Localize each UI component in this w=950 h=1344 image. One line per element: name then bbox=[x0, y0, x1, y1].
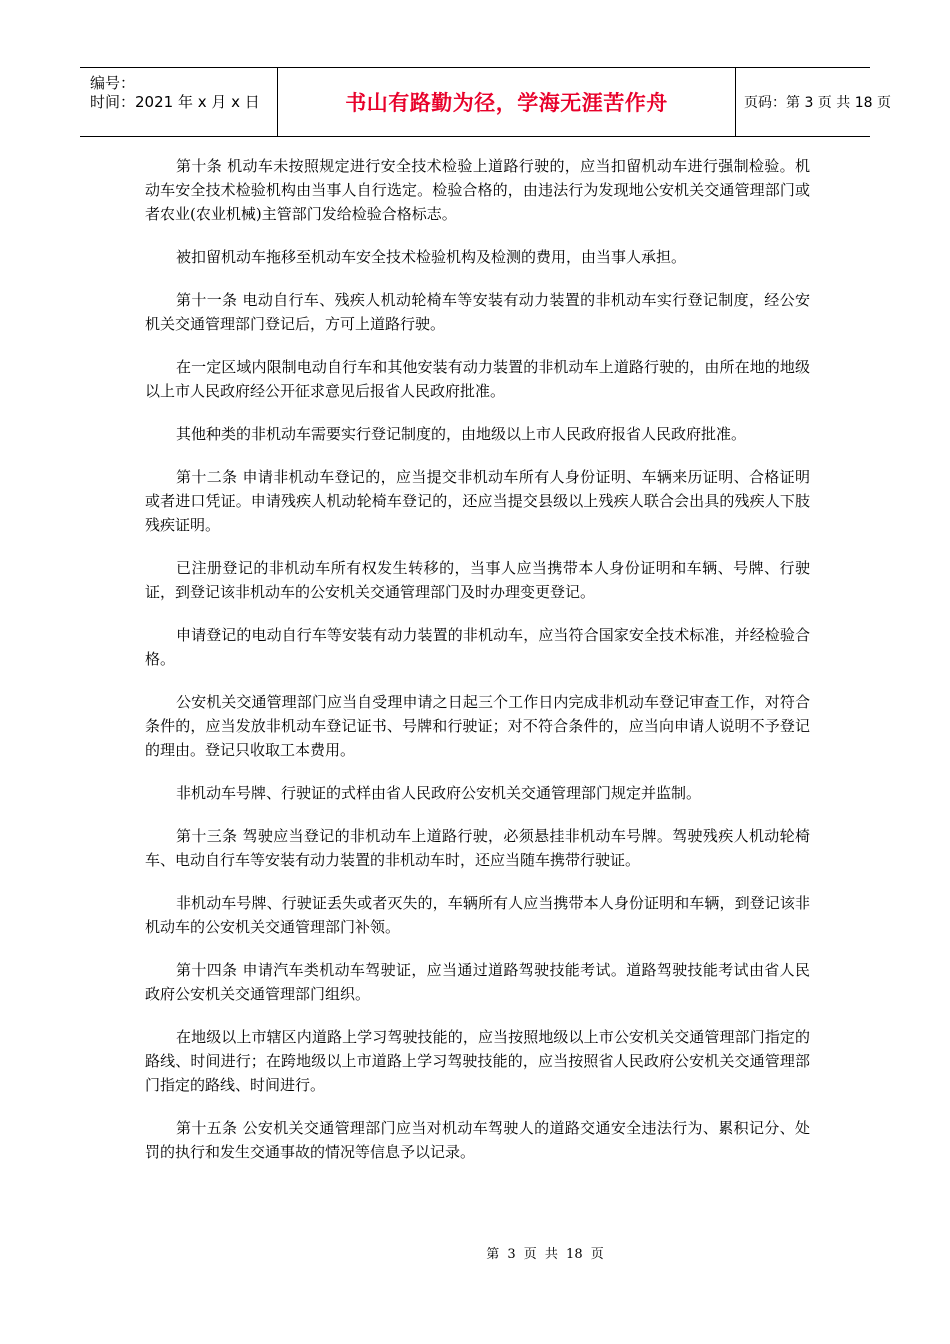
document-date: 时间：2021 年 x 月 x 日 bbox=[90, 93, 260, 111]
paragraph: 第十三条 驾驶应当登记的非机动车上道路行驶，必须悬挂非机动车号牌。驾驶残疾人机动轮椅车、电动自行车等安装有动力装置的非机动车时，还应当随车携带行驶证。 bbox=[145, 827, 810, 869]
paragraph: 其他种类的非机动车需要实行登记制度的，由地级以上市人民政府报省人民政府批准。 bbox=[176, 425, 747, 443]
paragraph: 第十二条 申请非机动车登记的，应当提交非机动车所有人身份证明、车辆来历证明、合格证明或者进口凭证。申请残疾人机动轮椅车登记的，还应当提交县级以上残疾人联合会出具的残疾人下肢残疾证明。 bbox=[145, 468, 810, 534]
paragraph: 非机动车号牌、行驶证的式样由省人民政府公安机关交通管理部门规定并监制。 bbox=[176, 784, 702, 802]
paragraph: 申请登记的电动自行车等安装有动力装置的非机动车，应当符合国家安全技术标准，并经检验合格。 bbox=[145, 626, 810, 668]
paragraph: 第十四条 申请汽车类机动车驾驶证，应当通过道路驾驶技能考试。道路驾驶技能考试由省人民政府公安机关交通管理部门组织。 bbox=[145, 961, 810, 1003]
paragraph: 被扣留机动车拖移至机动车安全技术检验机构及检测的费用，由当事人承担。 bbox=[176, 248, 687, 266]
header-motto: 书山有路勤为径，学海无涯苦作舟 bbox=[278, 68, 736, 136]
document-body bbox=[145, 154, 810, 1183]
paragraph: 公安机关交通管理部门应当自受理申请之日起三个工作日内完成非机动车登记审查工作，对符合条件的，应当发放非机动车登记证书、号牌和行驶证；对不符合条件的，应当向申请人说明不予登记的理由。登记只收取工本费用。 bbox=[145, 693, 810, 759]
paragraph: 在一定区域内限制电动自行车和其他安装有动力装置的非机动车上道路行驶的，由所在地的地级以上市人民政府经公开征求意见后报省人民政府批准。 bbox=[145, 358, 810, 400]
page-footer: 第 3 页 共 18 页 bbox=[486, 1247, 604, 1262]
paragraph: 第十条 机动车未按照规定进行安全技术检验上道路行驶的，应当扣留机动车进行强制检验。机动车安全技术检验机构由当事人自行选定。检验合格的，由违法行为发现地公安机关交通管理部门或者农业(农业机械)主管部门发给检验合格标志。 bbox=[145, 157, 810, 223]
paragraph: 第十五条 公安机关交通管理部门应当对机动车驾驶人的道路交通安全违法行为、累积记分、处罚的执行和发生交通事故的情况等信息予以记录。 bbox=[145, 1119, 810, 1161]
paragraph: 非机动车号牌、行驶证丢失或者灭失的，车辆所有人应当携带本人身份证明和车辆，到登记该非机动车的公安机关交通管理部门补领。 bbox=[145, 894, 810, 936]
page-header bbox=[80, 67, 891, 137]
header-meta bbox=[80, 68, 278, 136]
paragraph: 第十一条 电动自行车、残疾人机动轮椅车等安装有动力装置的非机动车实行登记制度，经公安机关交通管理部门登记后，方可上道路行驶。 bbox=[145, 291, 810, 333]
header-page-info: 页码：第 3 页 共 18 页 bbox=[744, 95, 891, 111]
document-code-label: 编号： bbox=[90, 74, 136, 92]
paragraph: 已注册登记的非机动车所有权发生转移的，当事人应当携带本人身份证明和车辆、号牌、行驶证，到登记该非机动车的公安机关交通管理部门及时办理变更登记。 bbox=[145, 559, 810, 601]
paragraph: 在地级以上市辖区内道路上学习驾驶技能的，应当按照地级以上市公安机关交通管理部门指定的路线、时间进行；在跨地级以上市道路上学习驾驶技能的，应当按照省人民政府公安机关交通管理部门指定的路线、时间进行。 bbox=[145, 1028, 810, 1094]
